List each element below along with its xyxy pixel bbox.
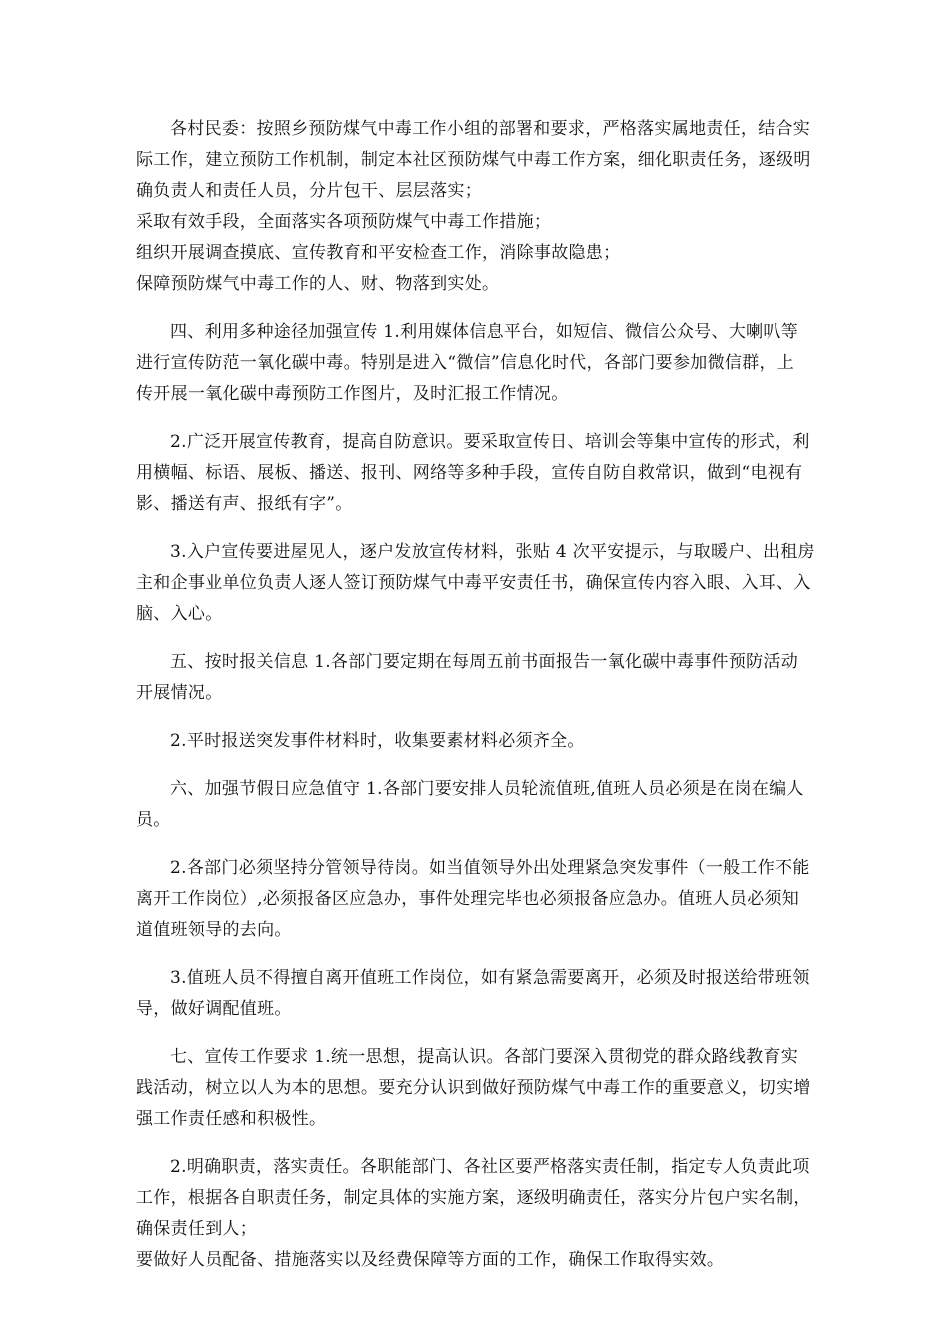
text-line: 员。 [136,810,171,830]
paragraph-section-6-item-3 [136,963,816,1025]
text-line: 强工作责任感和积极性。 [136,1109,327,1129]
paragraph-section-7-item-2 [136,1152,816,1276]
text-line: 3.入户宣传要进屋见人，逐户发放宣传材料，张贴 4 次平安提示，与取暖户、出租房 [170,542,815,562]
text-line: 际工作，建立预防工作机制，制定本社区预防煤气中毒工作方案，细化职责任务，逐级明 [136,150,811,170]
text-line: 道值班领导的去向。 [136,920,292,940]
text-line: 四、利用多种途径加强宣传 1.利用媒体信息平台，如短信、微信公众号、大喇叭等 [170,322,799,342]
text-line: 要做好人员配备、措施落实以及经费保障等方面的工作，确保工作取得实效。 [136,1250,725,1270]
text-line: 采取有效手段，全面落实各项预防煤气中毒工作措施； [136,212,552,232]
paragraph-section-6-item-2 [136,853,816,946]
text-line: 脑、入心。 [136,604,223,624]
text-line: 确保责任到人； [136,1219,258,1239]
text-line: 保障预防煤气中毒工作的人、财、物落到实处。 [136,274,500,294]
paragraph-section-5 [136,647,816,709]
text-line: 开展情况。 [136,683,223,703]
text-line: 六、加强节假日应急值守 1.各部门要安排人员轮流值班,值班人员必须是在岗在编人 [170,779,804,799]
paragraph-section-5-item-2 [136,726,816,757]
text-line: 2.平时报送突发事件材料时，收集要素材料必须齐全。 [170,731,585,751]
text-line: 传开展一氧化碳中毒预防工作图片，及时汇报工作情况。 [136,384,569,404]
text-line: 七、宣传工作要求 1.统一思想，提高认识。各部门要深入贯彻党的群众路线教育实 [170,1047,799,1067]
paragraph-section-4-item-2 [136,427,816,520]
text-line: 组织开展调查摸底、宣传教育和平安检查工作，消除事故隐患； [136,243,621,263]
text-line: 2.广泛开展宣传教育，提高自防意识。要采取宣传日、培训会等集中宣传的形式，利 [170,432,810,452]
paragraph-section-7 [136,1042,816,1135]
text-line: 3.值班人员不得擅自离开值班工作岗位，如有紧急需要离开，必须及时报送给带班领 [170,968,810,988]
text-line: 践活动，树立以人为本的思想。要充分认识到做好预防煤气中毒工作的重要意义，切实增 [136,1078,811,1098]
text-line: 2.各部门必须坚持分管领导待岗。如当值领导外出处理紧急突发事件（一般工作不能 [170,858,810,878]
paragraph-section-4 [136,317,816,410]
text-line: 2.明确职责，落实责任。各职能部门、各社区要严格落实责任制，指定专人负责此项 [170,1157,810,1177]
text-line: 五、按时报关信息 1.各部门要定期在每周五前书面报告一氧化碳中毒事件预防活动 [170,652,799,672]
paragraph-section-4-item-3 [136,537,816,630]
text-line: 影、播送有声、报纸有字”。 [136,494,353,514]
text-line: 用横幅、标语、展板、播送、报刊、网络等多种手段，宣传自防自救常识，做到“电视有 [136,463,803,483]
text-line: 主和企事业单位负责人逐人签订预防煤气中毒平安责任书，确保宣传内容入眼、入耳、入 [136,573,811,593]
paragraph-village-committee [136,114,816,300]
text-line: 工作，根据各自职责任务，制定具体的实施方案，逐级明确责任，落实分片包户实名制， [136,1188,811,1208]
text-line: 离开工作岗位）,必须报备区应急办，事件处理完毕也必须报备应急办。值班人员必须知 [136,889,800,909]
text-line: 确负责人和责任人员，分片包干、层层落实； [136,181,482,201]
text-line: 各村民委：按照乡预防煤气中毒工作小组的部署和要求，严格落实属地责任，结合实 [170,119,811,139]
document-body [136,114,816,1293]
text-line: 导，做好调配值班。 [136,999,292,1019]
paragraph-section-6 [136,774,816,836]
text-line: 进行宣传防范一氧化碳中毒。特别是进入“微信”信息化时代，各部门要参加微信群，上 [136,353,795,373]
